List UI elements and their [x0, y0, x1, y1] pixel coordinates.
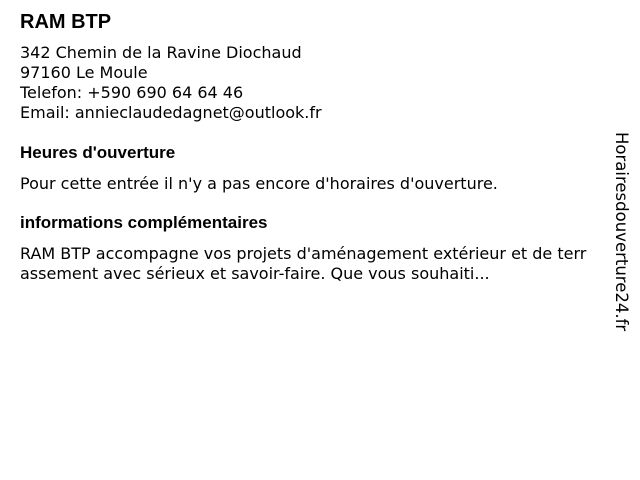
- hours-heading: Heures d'ouverture: [20, 143, 176, 162]
- city-address: 97160 Le Moule: [20, 63, 148, 82]
- hours-text: Pour cette entrée il n'y a pas encore d'horaires d'ouverture.: [20, 174, 498, 193]
- info-heading: informations complémentaires: [20, 213, 268, 232]
- business-name: RAM BTP: [20, 11, 112, 33]
- business-card: [20, 10, 592, 284]
- site-brand-label: Horairesdouverture24.fr: [612, 132, 631, 332]
- street-address: 342 Chemin de la Ravine Diochaud: [20, 43, 302, 62]
- email-line: Email: annieclaudedagnet@outlook.fr: [20, 103, 322, 122]
- info-text: RAM BTP accompagne vos projets d'aménagement extérieur et de terrassement avec sérieux et savoir-faire. Que vous souhaiti...: [20, 244, 587, 283]
- phone-line: Telefon: +590 690 64 64 46: [20, 83, 244, 102]
